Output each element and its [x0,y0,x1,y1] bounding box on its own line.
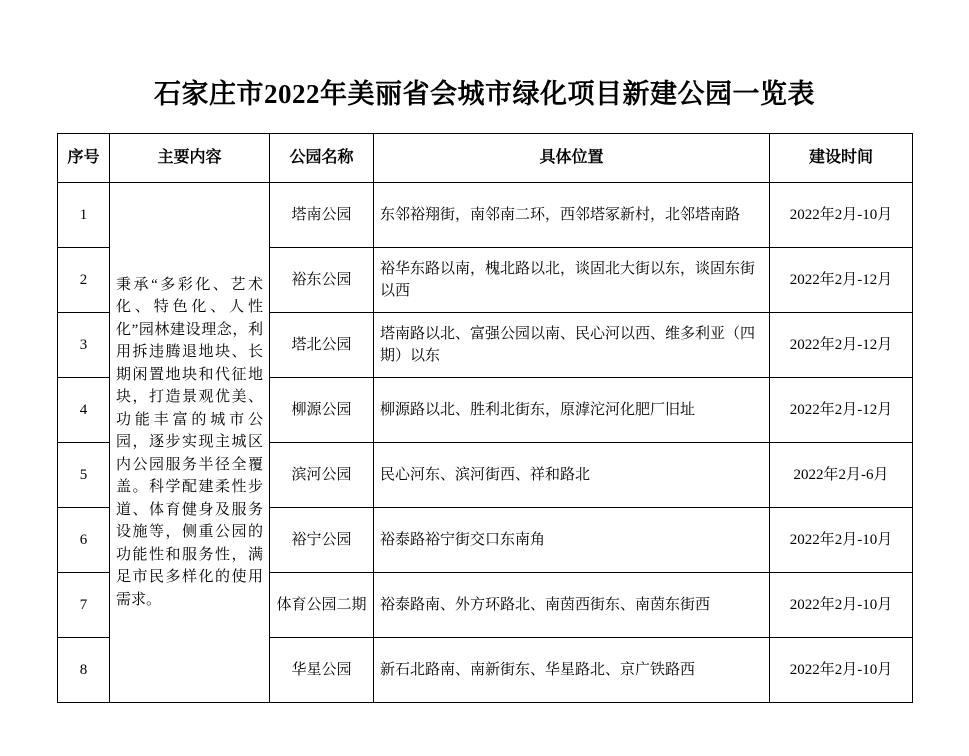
cell-build-time: 2022年2月-12月 [770,313,913,378]
column-header-build-time: 建设时间 [770,134,913,183]
cell-no: 1 [58,183,110,248]
cell-build-time: 2022年2月-10月 [770,638,913,703]
cell-location: 裕泰路裕宁街交口东南角 [374,508,770,573]
cell-location: 东邻裕翔街，南邻南二环，西邻塔冢新村，北邻塔南路 [374,183,770,248]
cell-location: 塔南路以北、富强公园以南、民心河以西、维多利亚（四期）以东 [374,313,770,378]
cell-location: 柳源路以北、胜利北街东，原滹沱河化肥厂旧址 [374,378,770,443]
cell-no: 5 [58,443,110,508]
table-container [0,133,969,703]
park-list-table [57,133,913,703]
cell-build-time: 2022年2月-12月 [770,378,913,443]
cell-location: 新石北路南、南新街东、华星路北、京广铁路西 [374,638,770,703]
cell-park-name: 塔北公园 [270,313,374,378]
cell-park-name: 柳源公园 [270,378,374,443]
cell-build-time: 2022年2月-6月 [770,443,913,508]
column-header-main-content: 主要内容 [110,134,270,183]
cell-no: 3 [58,313,110,378]
cell-build-time: 2022年2月-10月 [770,508,913,573]
cell-location: 民心河东、滨河街西、祥和路北 [374,443,770,508]
cell-location: 裕泰路南、外方环路北、南茵西街东、南茵东街西 [374,573,770,638]
cell-park-name: 滨河公园 [270,443,374,508]
table-header [58,134,913,183]
column-header-no: 序号 [58,134,110,183]
cell-no: 8 [58,638,110,703]
cell-build-time: 2022年2月-10月 [770,183,913,248]
page-title: 石家庄市2022年美丽省会城市绿化项目新建公园一览表 [154,79,815,109]
cell-park-name: 华星公园 [270,638,374,703]
table-header-row [58,134,913,183]
cell-build-time: 2022年2月-10月 [770,573,913,638]
cell-park-name: 裕宁公园 [270,508,374,573]
column-header-location: 具体位置 [374,134,770,183]
column-header-park-name: 公园名称 [270,134,374,183]
cell-park-name: 裕东公园 [270,248,374,313]
cell-main-content: 秉承“多彩化、艺术化、特色化、人性化”园林建设理念，利用拆违腾退地块、长期闲置地块和代征地块，打造景观优美、功能丰富的城市公园，逐步实现主城区内公园服务半径全覆盖。科学配建柔性步道、体育健身及服务设施等，侧重公园的功能性和服务性，满足市民多样化的使用需求。 [110,183,270,703]
cell-no: 4 [58,378,110,443]
cell-no: 2 [58,248,110,313]
cell-no: 6 [58,508,110,573]
cell-location: 裕华东路以南，槐北路以北，谈固北大街以东，谈固东街以西 [374,248,770,313]
cell-no: 7 [58,573,110,638]
cell-park-name: 塔南公园 [270,183,374,248]
table-row [58,183,913,248]
cell-park-name: 体育公园二期 [270,573,374,638]
table-body [58,183,913,703]
cell-build-time: 2022年2月-12月 [770,248,913,313]
